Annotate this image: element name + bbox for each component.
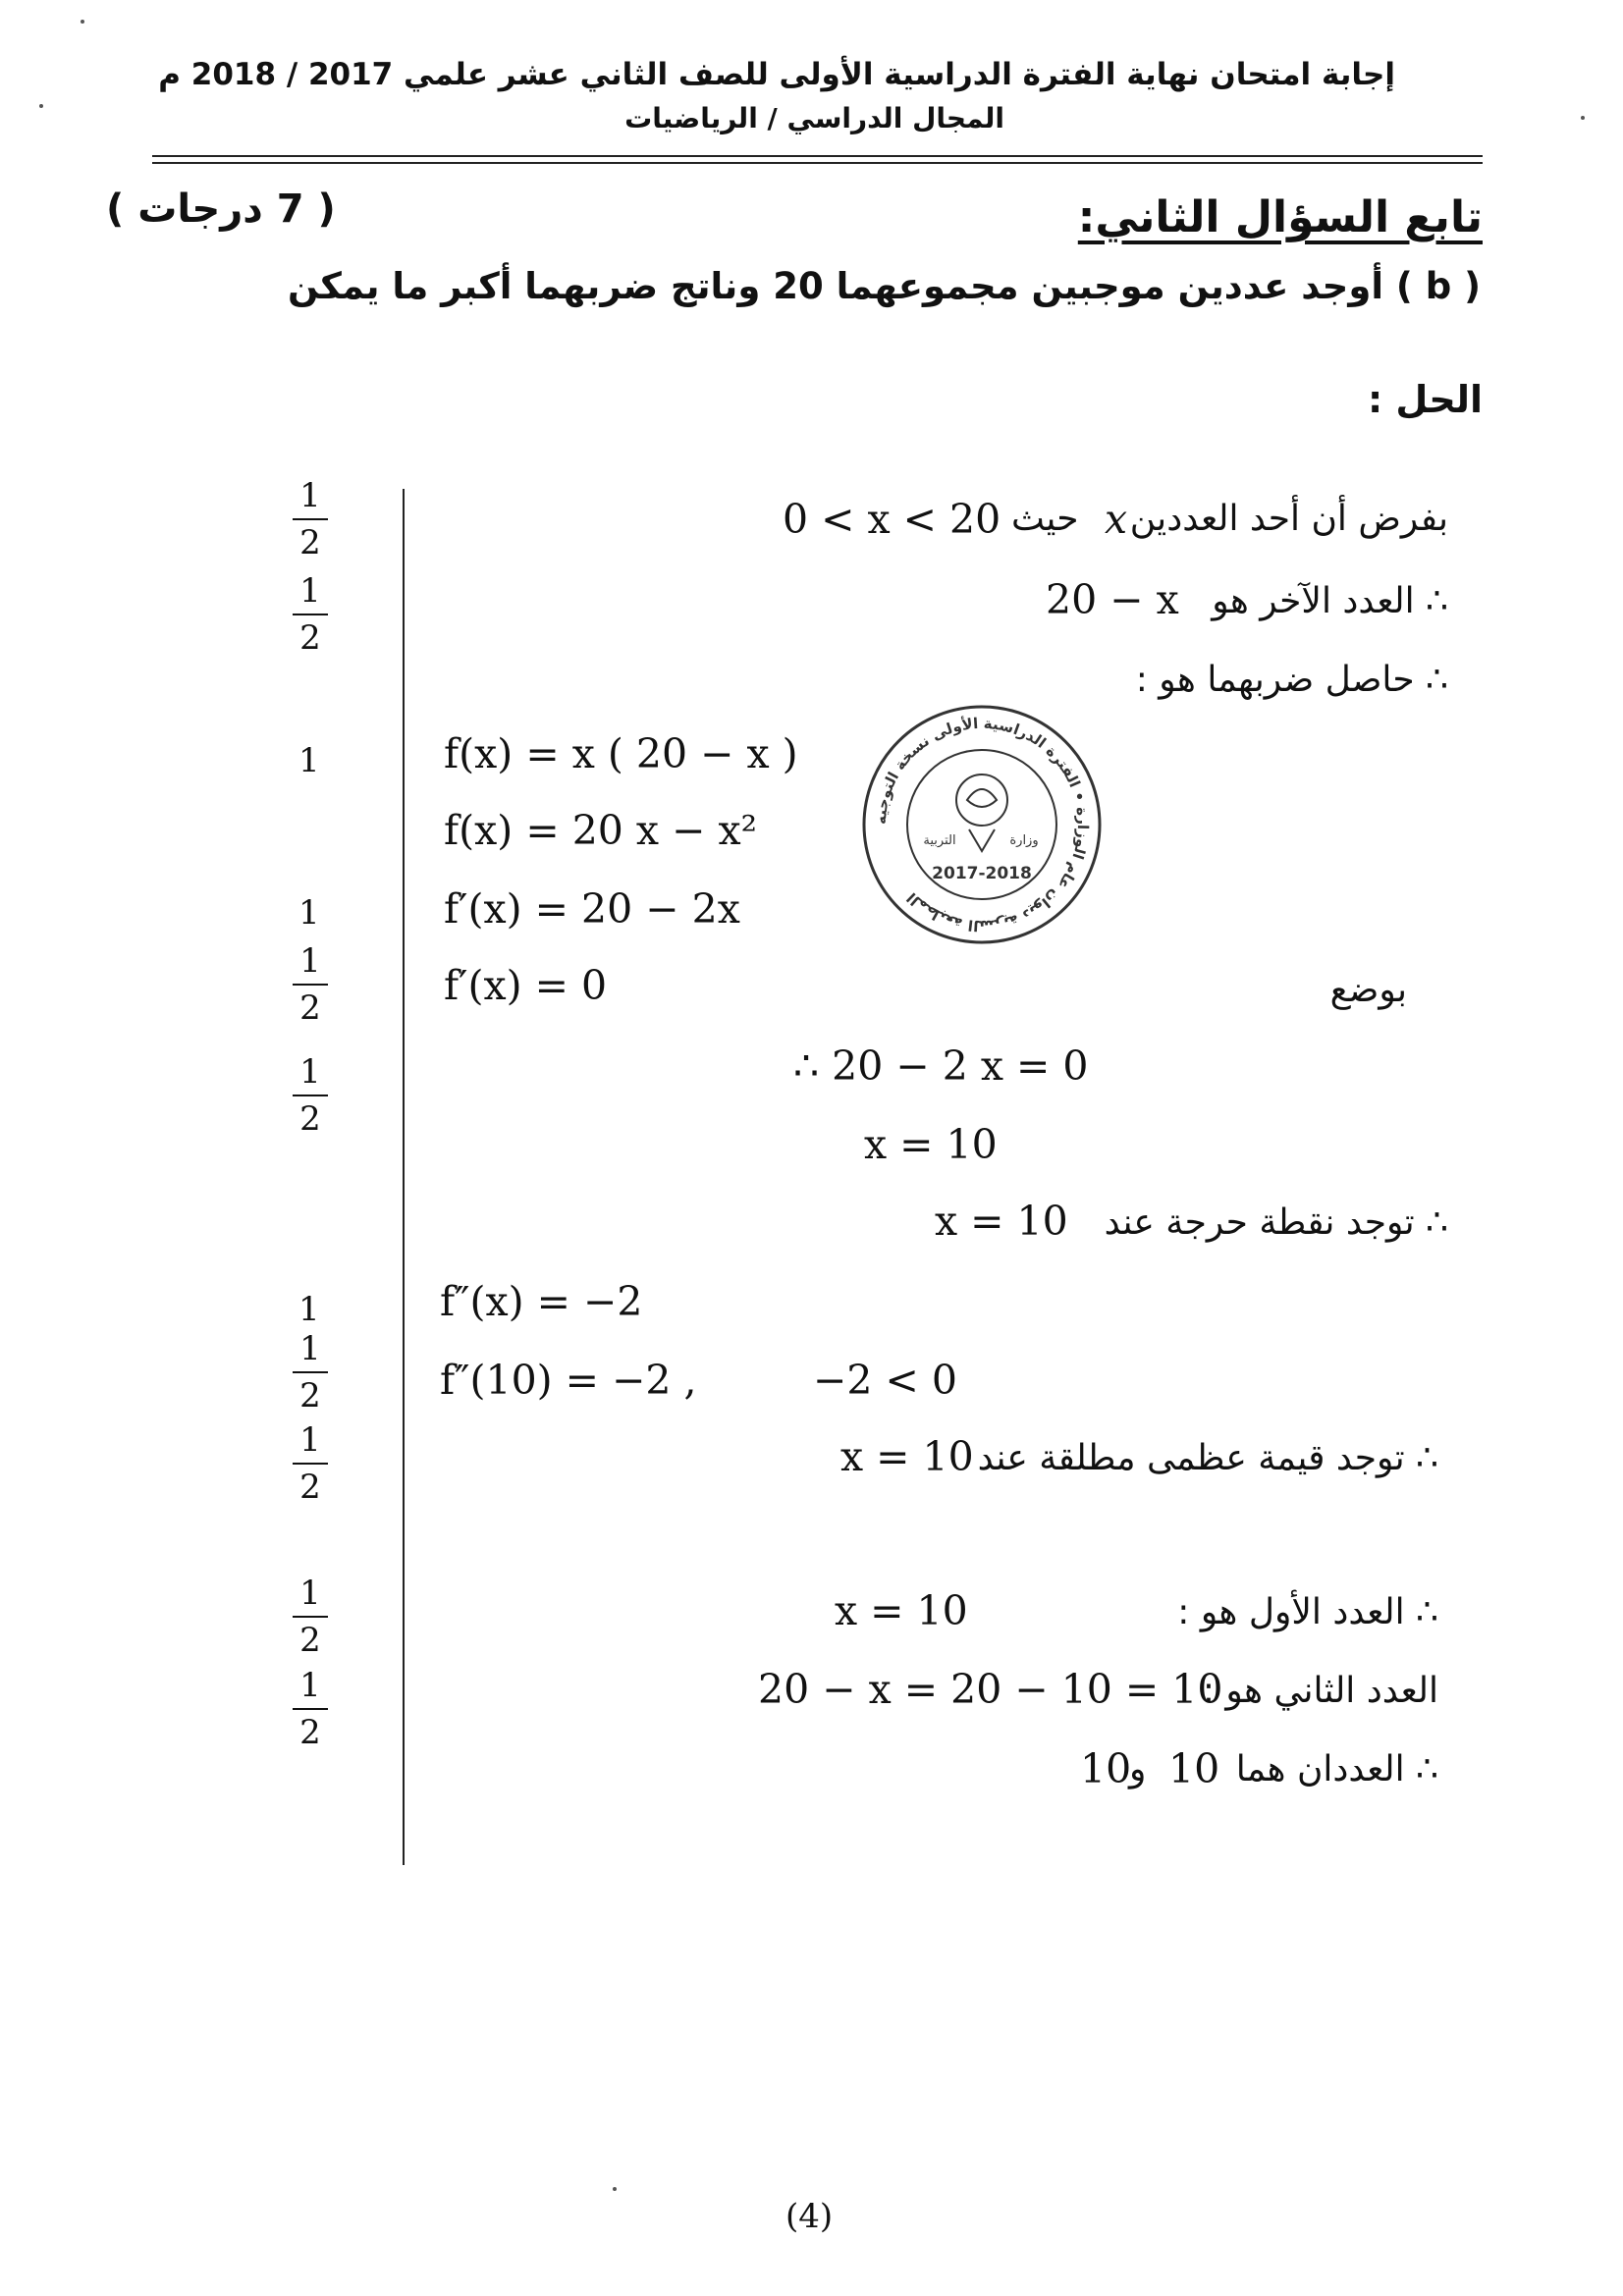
answer-and: و [1129,1749,1147,1789]
answer-number-a: 10 [1168,1745,1220,1792]
question-text: ( b ) أوجد عددين موجبين مجموعهما 20 وناتج ضربهما أكبر ما يمكن [288,265,1481,307]
first-number-text: ∴ العدد الأول هو : [1177,1592,1438,1632]
svg-text:2017-2018: 2017-2018 [932,864,1032,883]
other-number-expr: 20 − x [1046,576,1179,623]
official-stamp [859,702,1105,947]
answer-text: ∴ العددان هما [1235,1749,1438,1789]
product-text: ∴ حاصل ضربهما هو : [1135,660,1448,700]
first-number-expr: x = 10 [835,1587,968,1634]
mark-one: 1 [298,893,320,933]
header-title: إجابة امتحان نهاية الفترة الدراسية الأولى للصف الثاني عشر علمي 2017 / 2018 م [158,57,1395,92]
emblem-icon [956,774,1007,851]
assume-var: x [1105,496,1128,543]
function-expanded: f(x) = 20 x − x² [444,807,758,854]
other-number-text: ∴ العدد الآخر هو [1212,581,1448,621]
mark-one: 1 [298,741,320,780]
marks-divider [403,489,405,1865]
maximum-expr: x = 10 [840,1433,974,1480]
first-derivative: f′(x) = 20 − 2x [444,885,740,933]
critical-point-text: ∴ توجد نقطة حرجة عند [1104,1202,1448,1243]
function-definition: f(x) = x ( 20 − x ) [444,730,798,777]
assume-condition: 0 < x < 20 [783,496,1001,543]
mark-half: $\frac{1}{2}$ [293,1423,328,1504]
answer-number-b: 10 [1080,1745,1132,1792]
mark-half: $\frac{1}{2}$ [293,1055,328,1136]
maximum-text: ∴ توجد قيمة عظمى مطلقة عند [977,1438,1438,1478]
mark-half: $\frac{1}{2}$ [293,1576,328,1657]
scan-speck [1581,116,1585,120]
header-divider [152,155,1483,157]
svg-text:وزارة: وزارة [1009,833,1039,848]
scan-speck [81,20,84,24]
scan-speck [613,2187,617,2191]
mark-half: $\frac{1}{2}$ [293,574,328,655]
mark-half: $\frac{1}{2}$ [293,1669,328,1749]
second-derivative: f″(x) = −2 [440,1278,643,1325]
equation-solution: x = 10 [864,1121,998,1168]
scan-speck [39,104,43,108]
question-title: تابع السؤال الثاني: [1077,192,1483,242]
svg-text:المطبعة السرية ديوان عام الوزا: المطبعة السرية ديوان عام الوزارة • الفترة الدراسية الأولى نسخة التوجيه [871,714,1093,935]
mark-one: 1 [298,1290,320,1329]
mark-half: $\frac{1}{2}$ [293,1332,328,1413]
critical-point-expr: x = 10 [935,1198,1068,1245]
svg-text:التربية: التربية [923,833,956,848]
equation-step: ∴ 20 − 2 x = 0 [793,1042,1089,1090]
negative-check: −2 < 0 [813,1357,957,1404]
mark-half: $\frac{1}{2}$ [293,944,328,1025]
second-number-text: العدد الثاني هو : [1202,1671,1438,1711]
solution-heading: الحل : [1367,378,1483,421]
where-text: حيث [1011,499,1079,539]
first-derivative-zero: f′(x) = 0 [444,962,608,1009]
put-text: بوضع [1329,970,1407,1010]
header-subject: المجال الدراسي / الرياضيات [624,102,1004,134]
mark-half: $\frac{1}{2}$ [293,479,328,560]
second-derivative-at-10: f″(10) = −2 , [440,1357,697,1404]
header-divider [152,162,1483,164]
second-number-expr: 20 − x = 20 − 10 = 10 [758,1666,1223,1713]
assume-text: بفرض أن أحد العددين [1129,499,1448,539]
question-grade: ( 7 درجات ) [106,187,336,232]
page-number: (4) [785,2197,834,2236]
